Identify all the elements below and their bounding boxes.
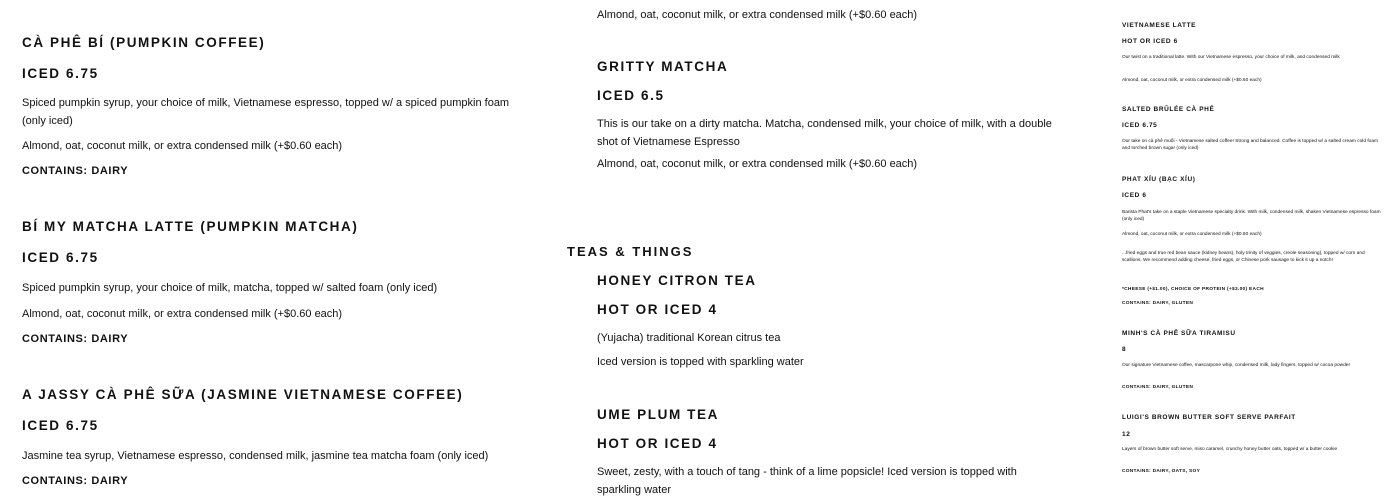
item-milk-options: Almond, oat, coconut milk, or extra condensed milk (+$0.60 each) xyxy=(22,140,343,152)
item-price: ICED 6.75 xyxy=(22,418,99,433)
item-description: This is our take on a dirty matcha. Matcha, condensed milk, your choice of milk, with a double shot of Vietnamese Espresso xyxy=(597,118,1052,148)
item-description: Our signature Vietnamese coffee, mascarpone whip, condensed milk, lady fingers, topped w/ cocoa powder xyxy=(1122,363,1351,368)
item-price: 12 xyxy=(1122,431,1131,438)
item-price: ICED 6.75 xyxy=(22,250,99,265)
item-description: Iced version is topped with sparkling water xyxy=(597,356,804,368)
item-description-partial: ...fried eggs and true red bean sauce (kidney beans), holy trinity of veggies, creole seasoning), topped w/ corn and scallions. We recommend adding cheese, fried eggs, or Chinese pork sausage to kick it up a notch! xyxy=(1122,251,1365,263)
item-name-brown-butter-parfait: LUIGI'S BROWN BUTTER SOFT SERVE PARFAIT xyxy=(1122,414,1296,421)
item-milk-options: Almond, oat, coconut milk, or extra condensed milk (+$0.60 each) xyxy=(597,9,918,21)
item-price: HOT OR ICED 4 xyxy=(597,302,718,317)
item-description: Jasmine tea syrup, Vietnamese espresso, condensed milk, jasmine tea matcha foam (only iced) xyxy=(22,450,489,462)
item-description: (Yujacha) traditional Korean citrus tea xyxy=(597,332,781,344)
item-name-jasmine-coffee: A JASSY CÀ PHÊ SỮA (JASMINE VIETNAMESE COFFEE) xyxy=(22,387,464,402)
item-price: ICED 6.75 xyxy=(22,66,99,81)
item-price: 8 xyxy=(1122,346,1127,353)
item-price: ICED 6.75 xyxy=(1122,122,1158,129)
item-allergens: CONTAINS: DAIRY xyxy=(22,165,129,177)
item-name-tiramisu: MINH'S CÀ PHÊ SỮA TIRAMISU xyxy=(1122,330,1236,337)
item-description: Our twist on a traditional latte. With our Vietnamese espresso, your choice of milk, and condensed milk xyxy=(1122,55,1340,60)
section-heading-teas: TEAS & THINGS xyxy=(567,244,694,259)
item-description: Spiced pumpkin syrup, your choice of milk, Vietnamese espresso, topped w/ a spiced pumpkin foam (only iced) xyxy=(22,97,510,127)
item-price: ICED 6 xyxy=(1122,192,1147,199)
item-description: Our take on cà phê muối - Vietnamese salted coffee! Strong and balanced. Coffee is topped w/ a salted cream cold foam and torched brown sugar (only iced) xyxy=(1122,139,1378,151)
item-name-gritty-matcha: GRITTY MATCHA xyxy=(597,59,729,74)
item-price: HOT OR ICED 6 xyxy=(1122,38,1178,45)
item-allergens: CONTAINS: DAIRY, GLUTEN xyxy=(1122,385,1194,390)
item-milk-options: Almond, oat, coconut milk, or extra condensed milk (+$0.60 each) xyxy=(22,308,343,320)
item-price: HOT OR ICED 4 xyxy=(597,436,718,451)
item-name-phat-xiu: PHAT XỈU (BẠC XỈU) xyxy=(1122,176,1196,183)
item-allergens: CONTAINS: DAIRY, OATS, SOY xyxy=(1122,469,1201,474)
item-name-ume-plum-tea: UME PLUM TEA xyxy=(597,407,719,422)
item-allergens: CONTAINS: DAIRY xyxy=(22,475,129,487)
item-name-pumpkin-coffee: CÀ PHÊ BÍ (PUMPKIN COFFEE) xyxy=(22,35,266,50)
item-description: Barista Phat's take on a staple Vietnamese specialty drink. With milk, condensed milk, shaken Vietnamese espresso foam (only iced) xyxy=(1122,210,1381,222)
item-milk-options: Almond, oat, coconut milk, or extra condensed milk (+$0.60 each) xyxy=(597,158,918,170)
item-name-honey-citron-tea: HONEY CITRON TEA xyxy=(597,273,757,288)
item-allergens: CONTAINS: DAIRY xyxy=(22,333,129,345)
item-name-salted-brulee: SALTED BRÛLÉE CÀ PHÊ xyxy=(1122,106,1215,113)
item-addons-note: *CHEESE (+$1.00), CHOICE OF PROTEIN (+$3.00) EACH xyxy=(1122,287,1264,292)
item-milk-options: Almond, oat, coconut milk, or extra condensed milk (+$0.60 each) xyxy=(1122,78,1262,83)
item-milk-options: Almond, oat, coconut milk, or extra condensed milk (+$0.60 each) xyxy=(1122,232,1262,237)
item-allergens: CONTAINS: DAIRY, GLUTEN xyxy=(1122,301,1194,306)
item-name-pumpkin-matcha: BÍ MY MATCHA LATTE (PUMPKIN MATCHA) xyxy=(22,219,359,234)
item-description: Spiced pumpkin syrup, your choice of milk, matcha, topped w/ salted foam (only iced) xyxy=(22,282,438,294)
item-name-vietnamese-latte: VIETNAMESE LATTE xyxy=(1122,22,1197,29)
item-price: ICED 6.5 xyxy=(597,88,665,103)
item-description: Sweet, zesty, with a touch of tang - think of a lime popsicle! Iced version is topped with sparkling water xyxy=(597,466,1017,496)
item-description: Layers of brown butter soft serve, miso caramel, crunchy honey butter oats, topped w/ a butter cookie xyxy=(1122,447,1338,452)
